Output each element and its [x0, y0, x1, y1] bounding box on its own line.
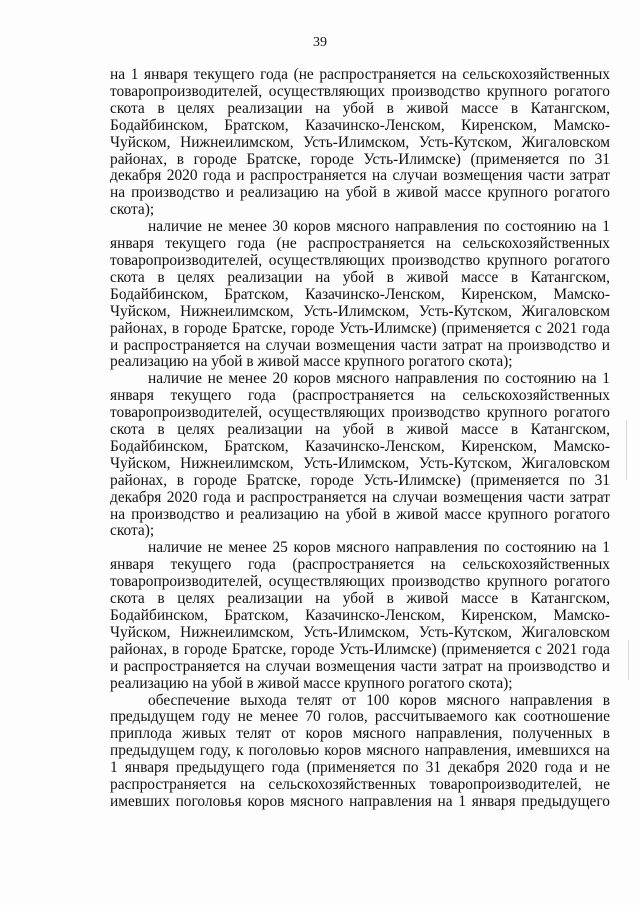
paragraph-calf-yield: обеспечение выхода телят от 100 коров мясного направления в предыдущем году не менее 70 голов, рассчитываемого как соотношение приплода живых телят от коров мясного направления, полученных в предыдущем году, к поголовью коров мясного направления, имевшихся на 1 января предыдущего года (применяется по 31 декабря 2020 года и не распространяется на сельскохозяйственных товаропроизводителей, не имевших поголовья коров мясного направления на 1 января предыдущего — [110, 691, 610, 810]
document-body — [110, 67, 610, 811]
page-number: 39 — [313, 35, 327, 50]
paragraph-30-cows: наличие не менее 30 коров мясного направления по состоянию на 1 января текущего года (не распространяется на сельскохозяйственных товаропроизводителей, осуществляющих производство крупного рогатого скота в целях реализации на убой в живой массе в Катангском, Бодайбинском, Братском, Казачинско-Ленском, Киренском, Мамско-Чуйском, Нижнеилимском, Усть-Илимском, Усть-Кутском, Жигаловском районах, в городе Братске, городе Усть-Илимске) (применяется с 2021 года и распространяется на случаи возмещения части затрат на производство и реализацию на убой в живой массе крупного рогатого скота); — [110, 218, 610, 371]
paragraph-20-cows: наличие не менее 20 коров мясного направления по состоянию на 1 января текущего года (распространяется на сельскохозяйственных товаропроизводителей, осуществляющих производство крупного рогатого скота в целях реализации на убой в живой массе в Катангском, Бодайбинском, Братском, Казачинско-Ленском, Киренском, Мамско-Чуйском, Нижнеилимском, Усть-Илимском, Усть-Кутском, Жигаловском районах, в городе Братске, городе Усть-Илимске) (применяется по 31 декабря 2020 года и распространяется на случаи возмещения части затрат на производство и реализацию на убой в живой массе крупного рогатого скота); — [110, 370, 610, 540]
scan-edge-mark — [628, 640, 629, 680]
scan-edge-mark — [626, 420, 627, 480]
paragraph-continuation: на 1 января текущего года (не распространяется на сельскохозяйственных товаропроизводителей, осуществляющих производство крупного рогатого скота в целях реализации на убой в живой массе в Катангском, Бодайбинском, Братском, Казачинско-Ленском, Киренском, Мамско-Чуйском, Нижнеилимском, Усть-Илимском, Усть-Кутском, Жигаловском районах, в городе Братске, городе Усть-Илимске) (применяется по 31 декабря 2020 года и распространяется на случаи возмещения части затрат на производство и реализацию на убой в живой массе крупного рогатого скота); — [110, 66, 610, 219]
paragraph-25-cows: наличие не менее 25 коров мясного направления по состоянию на 1 января текущего года (распространяется на сельскохозяйственных товаропроизводителей, осуществляющих производство крупного рогатого скота в целях реализации на убой в живой массе в Катангском, Бодайбинском, Братском, Казачинско-Ленском, Киренском, Мамско-Чуйском, Нижнеилимском, Усть-Илимском, Усть-Кутском, Жигаловском районах, в городе Братске, городе Усть-Илимске) (применяется с 2021 года и распространяется на случаи возмещения части затрат на производство и реализацию на убой в живой массе крупного рогатого скота); — [110, 539, 610, 692]
